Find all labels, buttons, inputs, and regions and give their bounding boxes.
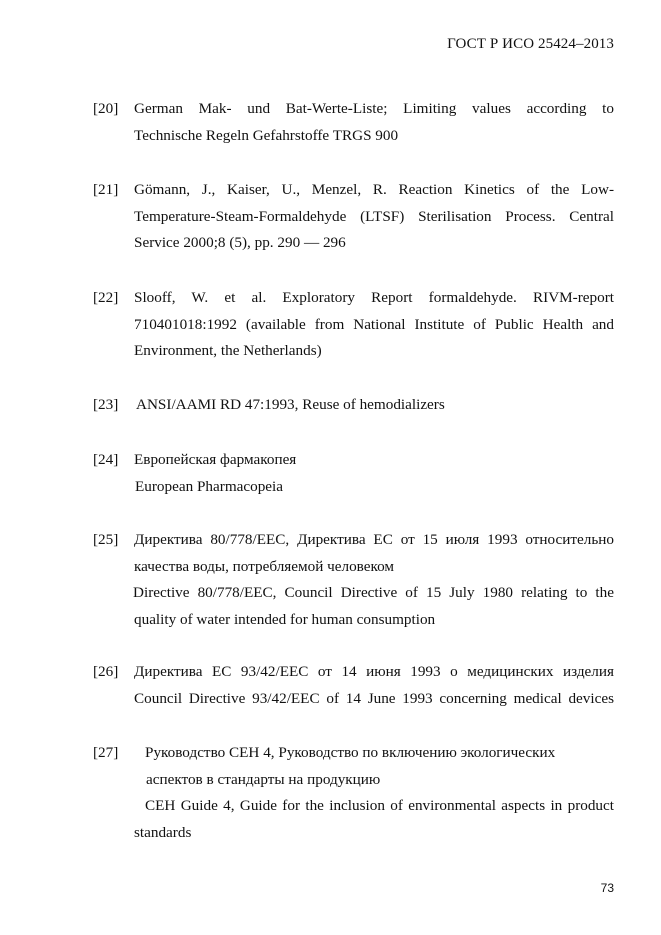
reference-22 bbox=[93, 285, 614, 365]
reference-line: аспектов в стандарты на продукцию bbox=[146, 770, 381, 788]
reference-number: [20] bbox=[93, 100, 119, 117]
reference-line: Service 2000;8 (5), pp. 290 — 296 bbox=[134, 234, 346, 251]
reference-line: Директива ЕС 93/42/ЕЕС от 14 июня 1993 о медицинских изделия bbox=[134, 663, 614, 680]
reference-line: Европейская фармакопея bbox=[134, 451, 297, 468]
reference-line: Temperature-Steam-Formaldehyde (LTSF) Sterilisation Process. Central bbox=[134, 207, 614, 225]
reference-line: ANSI/AAMI RD 47:1993, Reuse of hemodializers bbox=[136, 396, 445, 413]
reference-line: European Pharmacopeia bbox=[135, 477, 284, 495]
reference-23 bbox=[93, 392, 614, 419]
document-header: ГОСТ Р ИСО 25424–2013 bbox=[447, 36, 614, 52]
page-number: 73 bbox=[600, 881, 614, 895]
reference-line: Slooff, W. et al. Exploratory Report formaldehyde. RIVM-report bbox=[134, 289, 614, 306]
reference-line: quality of water intended for human consumption bbox=[134, 610, 436, 628]
reference-20 bbox=[93, 96, 614, 149]
reference-number: [27] bbox=[93, 744, 119, 761]
reference-number: [22] bbox=[93, 289, 119, 306]
reference-line: Technische Regeln Gefahrstoffe TRGS 900 bbox=[134, 126, 399, 144]
reference-number: [26] bbox=[93, 663, 119, 680]
reference-27 bbox=[93, 740, 614, 846]
reference-line: Environment, the Netherlands) bbox=[134, 342, 322, 359]
reference-line: CEH Guide 4, Guide for the inclusion of environmental aspects in product bbox=[145, 797, 614, 814]
reference-line: Gömann, J., Kaiser, U., Menzel, R. Reaction Kinetics of the Low- bbox=[134, 181, 614, 198]
reference-number: [23] bbox=[93, 396, 119, 413]
reference-line: standards bbox=[134, 823, 192, 841]
reference-line: German Mak- und Bat-Werte-Liste; Limiting values according to bbox=[134, 100, 614, 117]
reference-line: Руководство СЕН 4, Руководство по включению экологических bbox=[145, 744, 556, 761]
reference-number: [24] bbox=[93, 451, 119, 468]
reference-number: [25] bbox=[93, 531, 119, 548]
reference-line: Directive 80/778/EEC, Council Directive of 15 July 1980 relating to the bbox=[133, 584, 614, 601]
reference-line: Council Directive 93/42/EEC of 14 June 1993 concerning medical devices bbox=[134, 689, 614, 707]
reference-21 bbox=[93, 177, 614, 257]
reference-25 bbox=[93, 527, 614, 633]
reference-line: 710401018:1992 (available from National Institute of Public Health and bbox=[134, 315, 614, 333]
reference-26 bbox=[93, 659, 614, 712]
reference-24 bbox=[93, 447, 614, 500]
reference-number: [21] bbox=[93, 181, 119, 198]
reference-line: качества воды, потребляемой человеком bbox=[134, 557, 395, 575]
reference-line: Директива 80/778/ЕЕС, Директива ЕС от 15 июля 1993 относительно bbox=[134, 531, 614, 548]
